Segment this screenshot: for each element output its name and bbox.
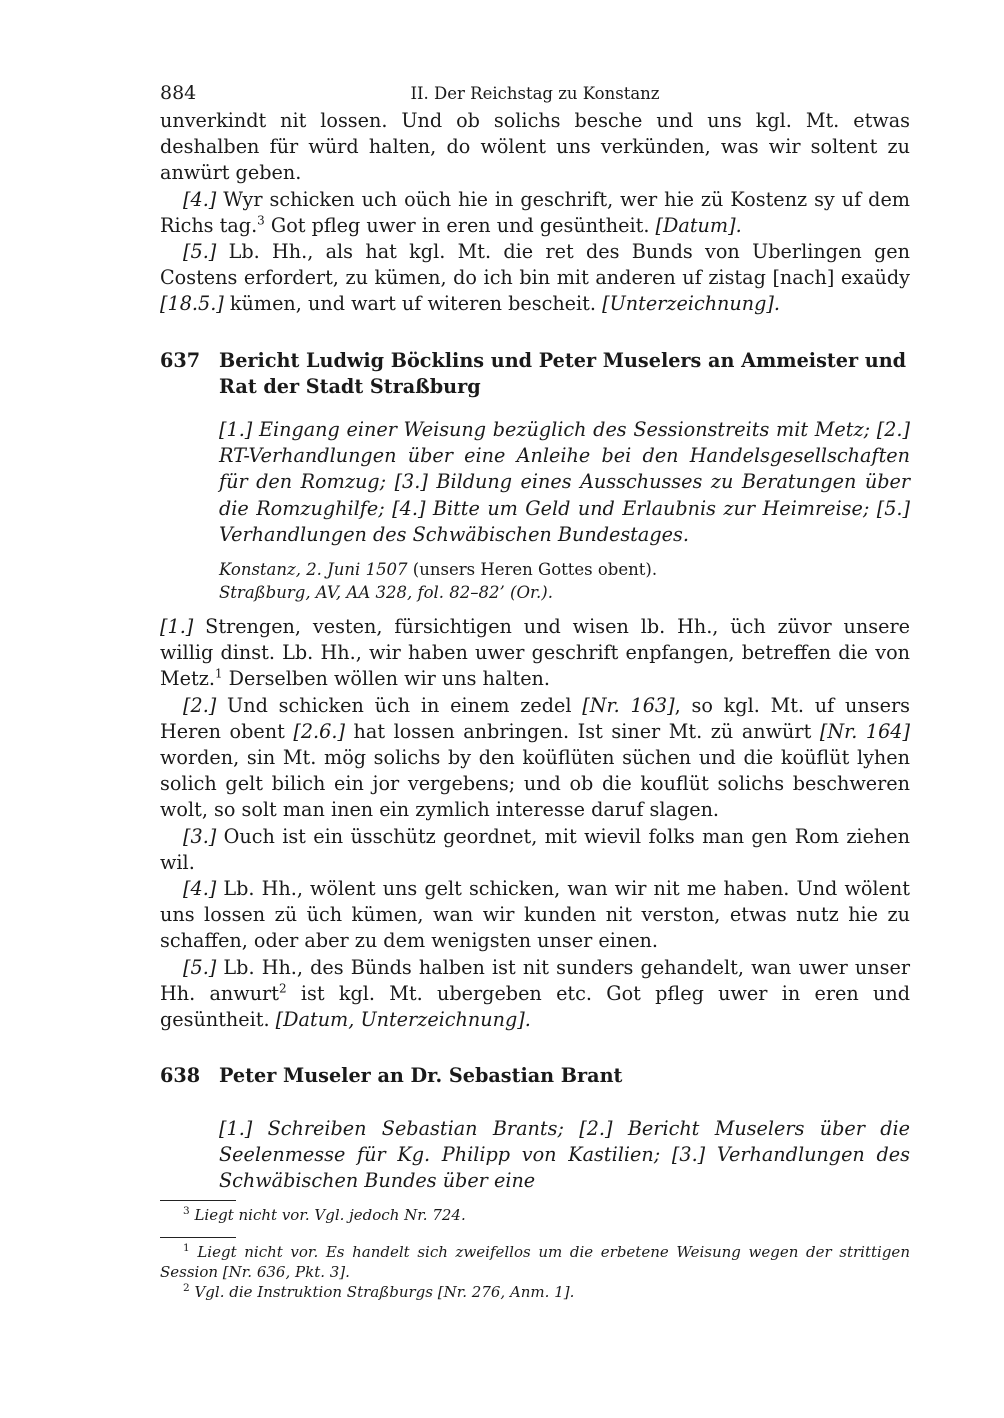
document-number: 637	[160, 348, 201, 372]
paragraph: [5.] Lb. Hh., als hat kgl. Mt. die ret des Bunds von Uberlingen gen Costens erfordert, zu kümen, do ich bin mit anderen uf zistag [nach] exaüdy [18.5.] kümen, und wart uf witeren bescheit. [Unterzeichnung].	[160, 240, 910, 316]
regest: [1.] Eingang einer Weisung bezüglich des Sessionstreits mit Metz; [2.] RT-Verhandlungen über eine Anleihe bei den Handelsgesellschaften für den Romzug; [3.] Bildung eines Ausschusses zu Beratungen über die Romzughilfe; [4.] Bitte um Geld und Erlaubnis zur Heimreise; [5.] Verhandlungen des Schwäbischen Bundestages.	[219, 418, 910, 546]
document-number: 638	[160, 1064, 201, 1088]
footnote-ref[interactable]: 2	[278, 981, 287, 996]
footnote: $^1$ Liegt nicht vor. Es handelt sich zweifellos um die erbetene Weisung wegen der strittigen Session [Nr. 636, Pkt. 3].	[160, 1242, 910, 1282]
running-title: II. Der Reichstag zu Konstanz	[410, 84, 660, 103]
document-heading-638	[160, 1063, 910, 1089]
archive-source: Straßburg, AV, AA 328, fol. 82–82’ (Or.).	[219, 583, 553, 603]
document-title: Peter Museler an Dr. Sebastian Brant	[219, 1064, 623, 1088]
document-text-637	[160, 614, 910, 1033]
paragraph: [5.] Lb. Hh., des Bünds halben ist nit sunders gehandelt, wan uwer unser Hh. anwurt$^2$ ist kgl. Mt. ubergeben etc. Got pfleg uwer in eren und gesüntheit. [Datum, Unterzeichnung].	[160, 955, 911, 1032]
paragraph: [2.] Und schicken üch in einem zedel [Nr. 163], so kgl. Mt. uf unsers Heren obent [2.6.] hat lossen anbringen. Ist siner Mt. zü anwürt [Nr. 164] worden, sin Mt. mög solichs by den koüflüten süchen und die koüflüt lyhen solich gelt bilich ein jor vergebens; und ob die kouflüt solichs beschweren wolt, so solt man inen ein zymlich interesse daruf slagen.	[160, 693, 910, 822]
regest: [1.] Schreiben Sebastian Brants; [2.] Bericht Muselers über die Seelenmesse für Kg. Philipp von Kastilien; [3.] Verhandlungen des Schwäbischen Bundes über eine	[219, 1116, 910, 1192]
date-note: (unsers Heren Gottes obent).	[407, 560, 658, 580]
date-place: Konstanz, 2. Juni 1507	[219, 560, 408, 580]
continuation-text	[160, 108, 910, 318]
paragraph: [4.] Lb. Hh., wölent uns gelt schicken, wan wir nit me haben. Und wölent uns lossen zü üch kümen, wan wir kunden nit verston, etwas nutz hie zu schaffen, oder aber zu dem wenigsten unser einen.	[160, 877, 910, 953]
footnote-ref[interactable]: 3	[257, 213, 265, 228]
footnote: $^2$ Vgl. die Instruktion Straßburgs [Nr. 276, Anm. 1].	[183, 1282, 575, 1302]
footnote-divider	[160, 1237, 236, 1238]
paragraph: [4.] Wyr schicken uch oüch hie in geschrift, wer hie zü Kostenz sy uf dem Richs tag.$^3$ Got pfleg uwer in eren und gesüntheit. [Datum].	[160, 187, 910, 237]
paragraph: [1.] Strengen, vesten, fürsichtigen und wisen lb. Hh., üch züvor unsere willig dinst. Lb. Hh., wir haben uwer geschrift enpfangen, betreffen die von Metz.$^1$ Derselben wöllen wir uns halten.	[160, 615, 910, 691]
footnotes-b	[160, 1242, 910, 1302]
footnotes-a	[160, 1205, 910, 1225]
paragraph: [3.] Ouch ist ein üsschütz geordnet, mit wievil folks man gen Rom ziehen wil.	[160, 824, 910, 874]
source-info	[219, 558, 910, 604]
document-title: Bericht Ludwig Böcklins und Peter Muselers an Ammeister und Rat der Stadt Straßburg	[219, 348, 907, 398]
page-header	[160, 78, 910, 108]
page	[160, 78, 910, 1302]
footnote-ref[interactable]: 1	[214, 667, 223, 682]
document-heading-637	[160, 348, 910, 400]
paragraph: unverkindt nit lossen. Und ob solichs besche und uns kgl. Mt. etwas deshalben für würd halten, do wölent uns verkünden, was wir soltent zu anwürt geben.	[160, 109, 910, 185]
footnote: $^3$ Liegt nicht vor. Vgl. jedoch Nr. 724.	[183, 1205, 466, 1225]
page-number: 884	[160, 82, 197, 104]
footnote-divider	[160, 1200, 236, 1201]
